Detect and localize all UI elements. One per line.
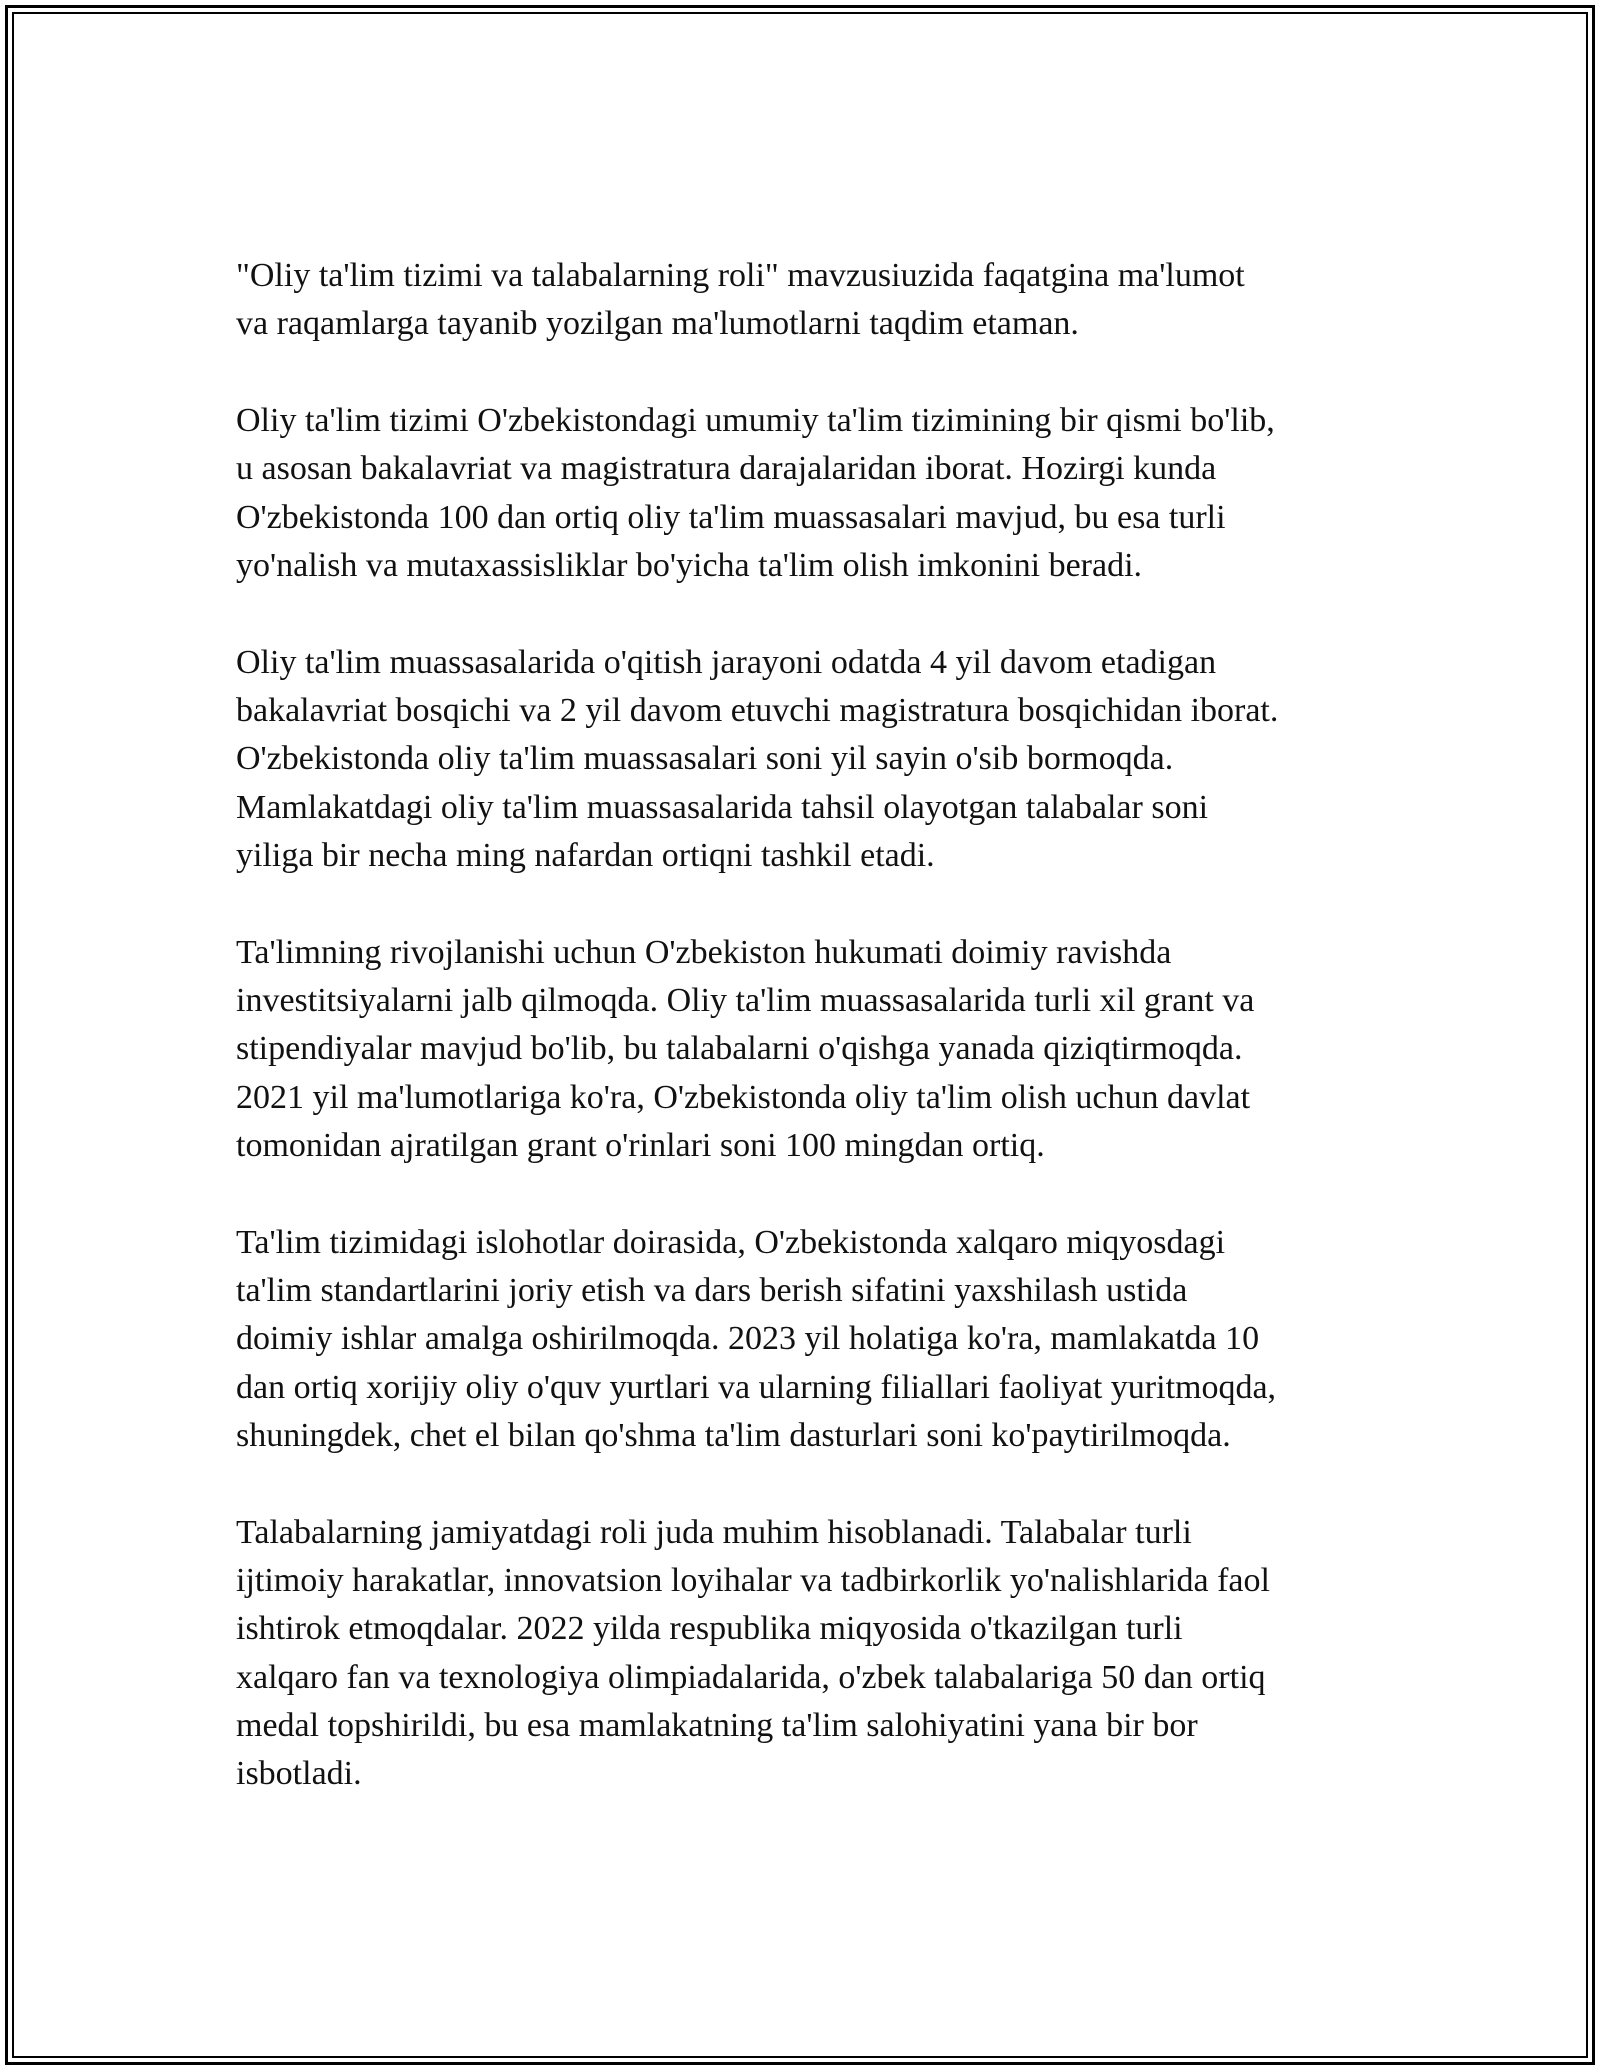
- text-line: dan ortiq xorijiy oliy o'quv yurtlari va ularning filiallari faoliyat yuritmoqda,: [236, 1368, 1277, 1406]
- text-line: 2021 yil ma'lumotlariga ko'ra, O'zbekistonda oliy ta'lim olish uchun davlat: [236, 1078, 1251, 1116]
- text-line: u asosan bakalavriat va magistratura darajalaridan iborat. Hozirgi kunda: [236, 450, 1217, 488]
- text-line: va raqamlarga tayanib yozilgan ma'lumotlarni taqdim etaman.: [236, 305, 1079, 343]
- text-line: yo'nalish va mutaxassisliklar bo'yicha ta'lim olish imkonini beradi.: [236, 546, 1143, 584]
- text-line: bakalavriat bosqichi va 2 yil davom etuvchi magistratura bosqichidan iborat.: [236, 692, 1279, 730]
- text-line: medal topshirildi, bu esa mamlakatning ta'lim salohiyatini yana bir bor: [236, 1706, 1198, 1744]
- paragraph: [236, 252, 1386, 349]
- text-line: doimiy ishlar amalga oshirilmoqda. 2023 yil holatiga ko'ra, mamlakatda 10: [236, 1320, 1260, 1358]
- text-line: ishtirok etmoqdalar. 2022 yilda respublika miqyosida o'tkazilgan turli: [236, 1610, 1183, 1648]
- paragraph: [236, 929, 1386, 1170]
- paragraph: [236, 397, 1386, 590]
- text-line: Oliy ta'lim tizimi O'zbekistondagi umumiy ta'lim tizimining bir qismi bo'lib,: [236, 402, 1275, 440]
- text-line: O'zbekistonda 100 dan ortiq oliy ta'lim muassasalari mavjud, bu esa turli: [236, 498, 1226, 536]
- text-line: stipendiyalar mavjud bo'lib, bu talabalarni o'qishga yanada qiziqtirmoqda.: [236, 1030, 1243, 1068]
- text-line: Oliy ta'lim muassasalarida o'qitish jarayoni odatda 4 yil davom etadigan: [236, 643, 1217, 681]
- text-line: xalqaro fan va texnologiya olimpiadalarida, o'zbek talabalariga 50 dan ortiq: [236, 1658, 1266, 1696]
- text-line: investitsiyalarni jalb qilmoqda. Oliy ta'lim muassasalarida turli xil grant va: [236, 982, 1255, 1020]
- text-line: Ta'lim tizimidagi islohotlar doirasida, O'zbekistonda xalqaro miqyosdagi: [236, 1223, 1226, 1261]
- text-line: Talabalarning jamiyatdagi roli juda muhim hisoblanadi. Talabalar turli: [236, 1513, 1192, 1551]
- document-body: [236, 252, 1386, 1847]
- text-line: Mamlakatdagi oliy ta'lim muassasalarida tahsil olayotgan talabalar soni: [236, 788, 1209, 826]
- text-line: "Oliy ta'lim tizimi va talabalarning roli" mavzusiuzida faqatgina ma'lumot: [236, 257, 1245, 294]
- paragraph: [236, 1219, 1386, 1460]
- paragraph: [236, 1509, 1386, 1799]
- text-line: tomonidan ajratilgan grant o'rinlari soni 100 mingdan ortiq.: [236, 1126, 1045, 1164]
- text-line: yiliga bir necha ming nafardan ortiqni tashkil etadi.: [236, 836, 935, 874]
- text-line: shuningdek, chet el bilan qo'shma ta'lim dasturlari soni ko'paytirilmoqda.: [236, 1416, 1231, 1454]
- text-line: Ta'limning rivojlanishi uchun O'zbekiston hukumati doimiy ravishda: [236, 933, 1172, 971]
- text-line: ta'lim standartlarini joriy etish va dars berish sifatini yaxshilash ustida: [236, 1272, 1188, 1310]
- text-line: isbotladi.: [236, 1755, 362, 1793]
- text-line: O'zbekistonda oliy ta'lim muassasalari soni yil sayin o'sib bormoqda.: [236, 740, 1174, 778]
- text-line: ijtimoiy harakatlar, innovatsion loyihalar va tadbirkorlik yo'nalishlarida faol: [236, 1562, 1270, 1600]
- paragraph: [236, 639, 1386, 880]
